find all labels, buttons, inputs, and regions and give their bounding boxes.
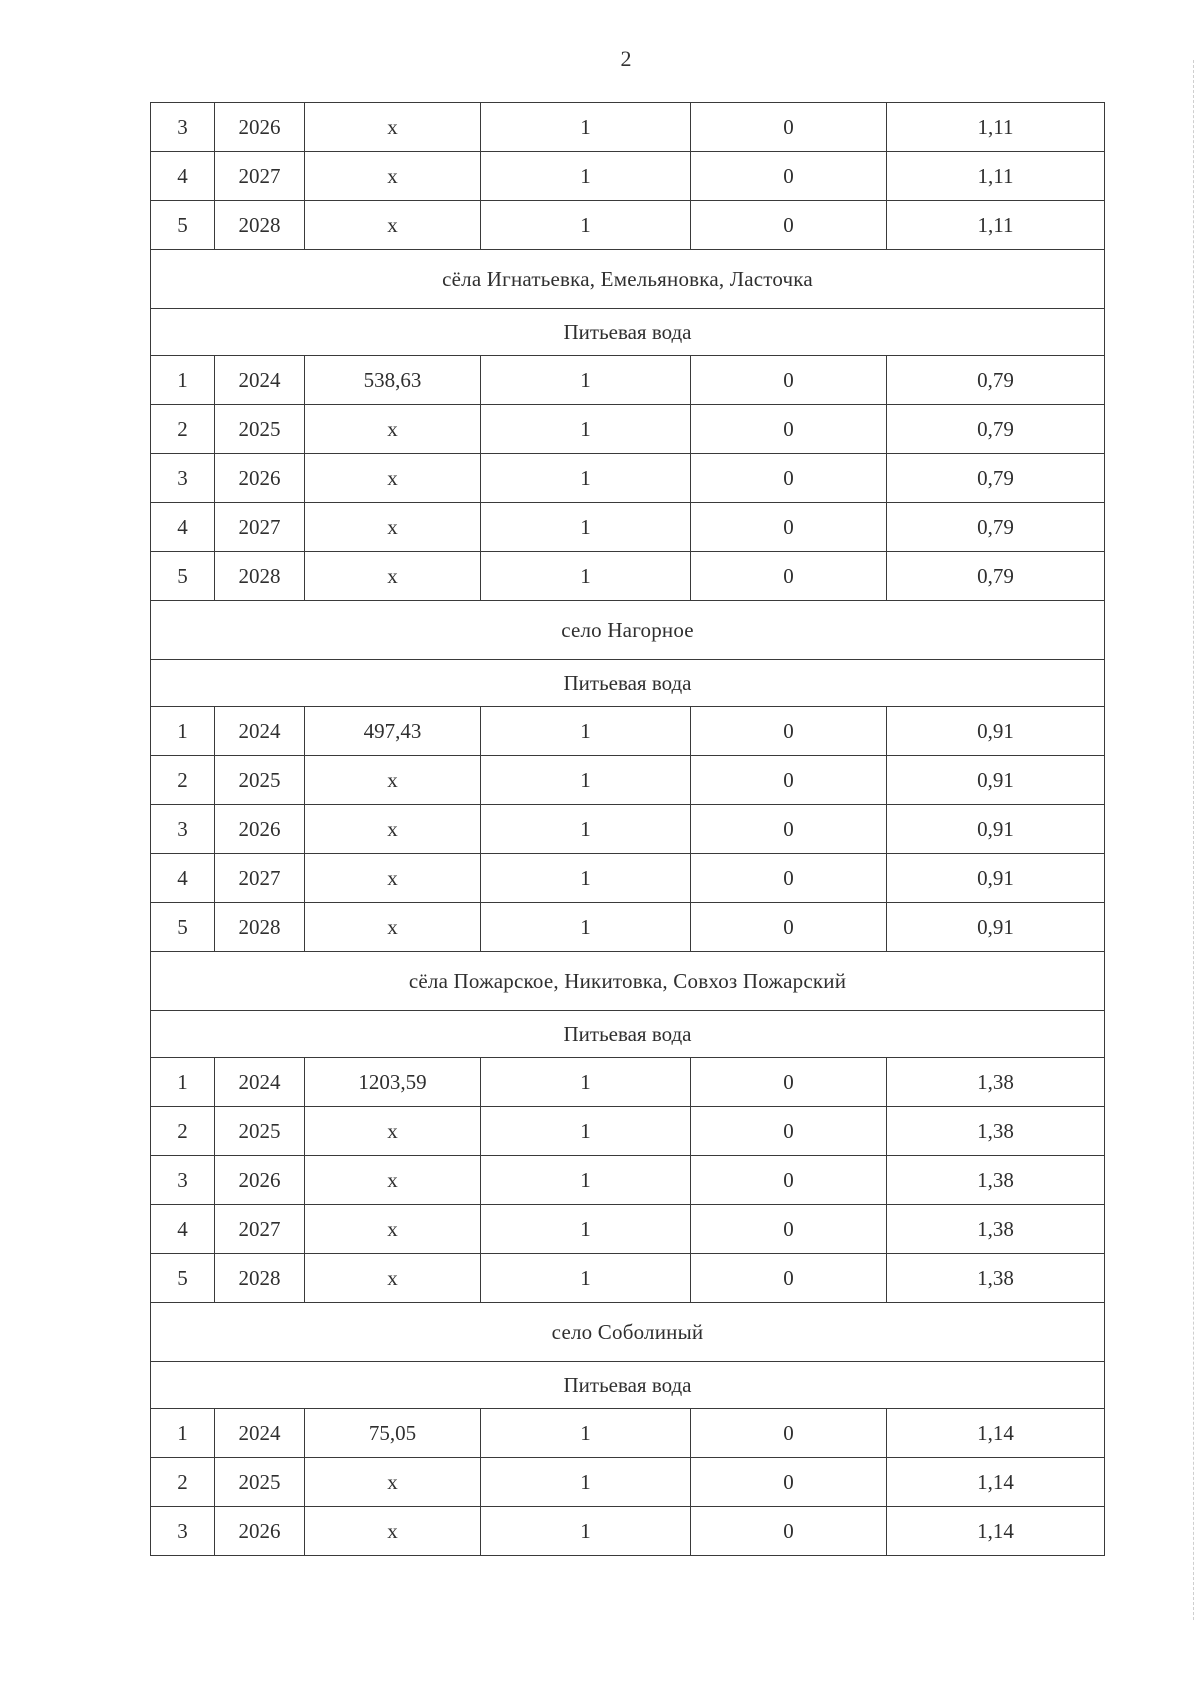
row-number-cell: 3: [151, 454, 215, 503]
table-row: [151, 201, 1105, 250]
settlement-heading: сёла Игнатьевка, Емельяновка, Ласточка: [151, 250, 1105, 309]
table-row: [151, 854, 1105, 903]
scan-edge-mark: [1192, 60, 1194, 1620]
zero-cell: 0: [691, 1107, 887, 1156]
index-cell: 1: [481, 903, 691, 952]
tariff-table-body: [151, 103, 1105, 1556]
base-value-cell: х: [305, 1107, 481, 1156]
zero-cell: 0: [691, 201, 887, 250]
base-value-cell: х: [305, 201, 481, 250]
year-cell: 2024: [215, 1058, 305, 1107]
row-number-cell: 1: [151, 707, 215, 756]
row-number-cell: 2: [151, 1458, 215, 1507]
row-number-cell: 4: [151, 1205, 215, 1254]
base-value-cell: 75,05: [305, 1409, 481, 1458]
base-value-cell: х: [305, 1458, 481, 1507]
index-cell: 1: [481, 1107, 691, 1156]
year-cell: 2025: [215, 756, 305, 805]
row-number-cell: 5: [151, 903, 215, 952]
coefficient-cell: 0,79: [887, 405, 1105, 454]
index-cell: 1: [481, 1156, 691, 1205]
base-value-cell: 497,43: [305, 707, 481, 756]
coefficient-cell: 0,79: [887, 503, 1105, 552]
base-value-cell: х: [305, 805, 481, 854]
index-cell: 1: [481, 1205, 691, 1254]
service-heading: Питьевая вода: [151, 1011, 1105, 1058]
index-cell: 1: [481, 356, 691, 405]
year-cell: 2026: [215, 1156, 305, 1205]
settlement-heading-row: [151, 250, 1105, 309]
year-cell: 2026: [215, 805, 305, 854]
zero-cell: 0: [691, 756, 887, 805]
base-value-cell: х: [305, 103, 481, 152]
base-value-cell: х: [305, 405, 481, 454]
index-cell: 1: [481, 503, 691, 552]
year-cell: 2028: [215, 201, 305, 250]
zero-cell: 0: [691, 103, 887, 152]
coefficient-cell: 1,11: [887, 103, 1105, 152]
year-cell: 2026: [215, 454, 305, 503]
table-row: [151, 405, 1105, 454]
coefficient-cell: 0,79: [887, 552, 1105, 601]
year-cell: 2027: [215, 854, 305, 903]
base-value-cell: х: [305, 756, 481, 805]
table-row: [151, 503, 1105, 552]
settlement-heading: село Нагорное: [151, 601, 1105, 660]
base-value-cell: х: [305, 903, 481, 952]
table-row: [151, 1409, 1105, 1458]
table-row: [151, 152, 1105, 201]
table-row: [151, 1458, 1105, 1507]
coefficient-cell: 1,11: [887, 201, 1105, 250]
zero-cell: 0: [691, 707, 887, 756]
year-cell: 2028: [215, 1254, 305, 1303]
coefficient-cell: 1,14: [887, 1458, 1105, 1507]
zero-cell: 0: [691, 1507, 887, 1556]
index-cell: 1: [481, 1507, 691, 1556]
zero-cell: 0: [691, 503, 887, 552]
index-cell: 1: [481, 707, 691, 756]
coefficient-cell: 1,14: [887, 1409, 1105, 1458]
year-cell: 2024: [215, 1409, 305, 1458]
table-row: [151, 1507, 1105, 1556]
base-value-cell: х: [305, 503, 481, 552]
index-cell: 1: [481, 756, 691, 805]
index-cell: 1: [481, 201, 691, 250]
row-number-cell: 4: [151, 854, 215, 903]
index-cell: 1: [481, 552, 691, 601]
coefficient-cell: 0,91: [887, 903, 1105, 952]
base-value-cell: х: [305, 454, 481, 503]
coefficient-cell: 1,11: [887, 152, 1105, 201]
index-cell: 1: [481, 454, 691, 503]
row-number-cell: 5: [151, 1254, 215, 1303]
coefficient-cell: 0,91: [887, 854, 1105, 903]
base-value-cell: х: [305, 1507, 481, 1556]
coefficient-cell: 1,38: [887, 1058, 1105, 1107]
base-value-cell: х: [305, 552, 481, 601]
coefficient-cell: 0,91: [887, 805, 1105, 854]
row-number-cell: 5: [151, 552, 215, 601]
page-number: 2: [620, 46, 632, 71]
table-row: [151, 356, 1105, 405]
base-value-cell: х: [305, 152, 481, 201]
table-row: [151, 552, 1105, 601]
table-row: [151, 454, 1105, 503]
table-row: [151, 1058, 1105, 1107]
table-row: [151, 903, 1105, 952]
index-cell: 1: [481, 854, 691, 903]
service-heading-row: [151, 1011, 1105, 1058]
settlement-heading-row: [151, 601, 1105, 660]
year-cell: 2028: [215, 903, 305, 952]
coefficient-cell: 0,91: [887, 756, 1105, 805]
index-cell: 1: [481, 103, 691, 152]
coefficient-cell: 1,38: [887, 1156, 1105, 1205]
year-cell: 2025: [215, 1107, 305, 1156]
index-cell: 1: [481, 1254, 691, 1303]
coefficient-cell: 1,38: [887, 1205, 1105, 1254]
year-cell: 2026: [215, 1507, 305, 1556]
settlement-heading-row: [151, 952, 1105, 1011]
year-cell: 2025: [215, 1458, 305, 1507]
tariff-table: [150, 102, 1105, 1556]
year-cell: 2027: [215, 503, 305, 552]
row-number-cell: 1: [151, 1058, 215, 1107]
settlement-heading-row: [151, 1303, 1105, 1362]
zero-cell: 0: [691, 1254, 887, 1303]
row-number-cell: 3: [151, 805, 215, 854]
zero-cell: 0: [691, 805, 887, 854]
year-cell: 2024: [215, 356, 305, 405]
year-cell: 2028: [215, 552, 305, 601]
index-cell: 1: [481, 152, 691, 201]
coefficient-cell: 1,14: [887, 1507, 1105, 1556]
zero-cell: 0: [691, 1156, 887, 1205]
row-number-cell: 4: [151, 152, 215, 201]
row-number-cell: 2: [151, 756, 215, 805]
zero-cell: 0: [691, 1409, 887, 1458]
year-cell: 2027: [215, 152, 305, 201]
zero-cell: 0: [691, 1205, 887, 1254]
year-cell: 2025: [215, 405, 305, 454]
base-value-cell: 538,63: [305, 356, 481, 405]
service-heading: Питьевая вода: [151, 309, 1105, 356]
service-heading-row: [151, 1362, 1105, 1409]
zero-cell: 0: [691, 405, 887, 454]
table-row: [151, 1156, 1105, 1205]
row-number-cell: 3: [151, 1156, 215, 1205]
year-cell: 2027: [215, 1205, 305, 1254]
row-number-cell: 5: [151, 201, 215, 250]
index-cell: 1: [481, 805, 691, 854]
year-cell: 2024: [215, 707, 305, 756]
coefficient-cell: 0,91: [887, 707, 1105, 756]
row-number-cell: 3: [151, 1507, 215, 1556]
table-row: [151, 1205, 1105, 1254]
index-cell: 1: [481, 1058, 691, 1107]
row-number-cell: 2: [151, 405, 215, 454]
zero-cell: 0: [691, 552, 887, 601]
table-row: [151, 805, 1105, 854]
base-value-cell: х: [305, 1254, 481, 1303]
zero-cell: 0: [691, 356, 887, 405]
base-value-cell: х: [305, 854, 481, 903]
coefficient-cell: 1,38: [887, 1254, 1105, 1303]
table-row: [151, 1107, 1105, 1156]
base-value-cell: х: [305, 1205, 481, 1254]
index-cell: 1: [481, 1458, 691, 1507]
row-number-cell: 4: [151, 503, 215, 552]
zero-cell: 0: [691, 152, 887, 201]
base-value-cell: х: [305, 1156, 481, 1205]
table-row: [151, 756, 1105, 805]
zero-cell: 0: [691, 454, 887, 503]
service-heading: Питьевая вода: [151, 660, 1105, 707]
row-number-cell: 1: [151, 1409, 215, 1458]
service-heading: Питьевая вода: [151, 1362, 1105, 1409]
year-cell: 2026: [215, 103, 305, 152]
zero-cell: 0: [691, 1458, 887, 1507]
base-value-cell: 1203,59: [305, 1058, 481, 1107]
row-number-cell: 2: [151, 1107, 215, 1156]
service-heading-row: [151, 660, 1105, 707]
index-cell: 1: [481, 405, 691, 454]
row-number-cell: 1: [151, 356, 215, 405]
zero-cell: 0: [691, 854, 887, 903]
table-row: [151, 1254, 1105, 1303]
coefficient-cell: 1,38: [887, 1107, 1105, 1156]
table-row: [151, 707, 1105, 756]
zero-cell: 0: [691, 903, 887, 952]
index-cell: 1: [481, 1409, 691, 1458]
settlement-heading: село Соболиный: [151, 1303, 1105, 1362]
row-number-cell: 3: [151, 103, 215, 152]
settlement-heading: сёла Пожарское, Никитовка, Совхоз Пожарский: [151, 952, 1105, 1011]
coefficient-cell: 0,79: [887, 454, 1105, 503]
table-row: [151, 103, 1105, 152]
zero-cell: 0: [691, 1058, 887, 1107]
service-heading-row: [151, 309, 1105, 356]
coefficient-cell: 0,79: [887, 356, 1105, 405]
